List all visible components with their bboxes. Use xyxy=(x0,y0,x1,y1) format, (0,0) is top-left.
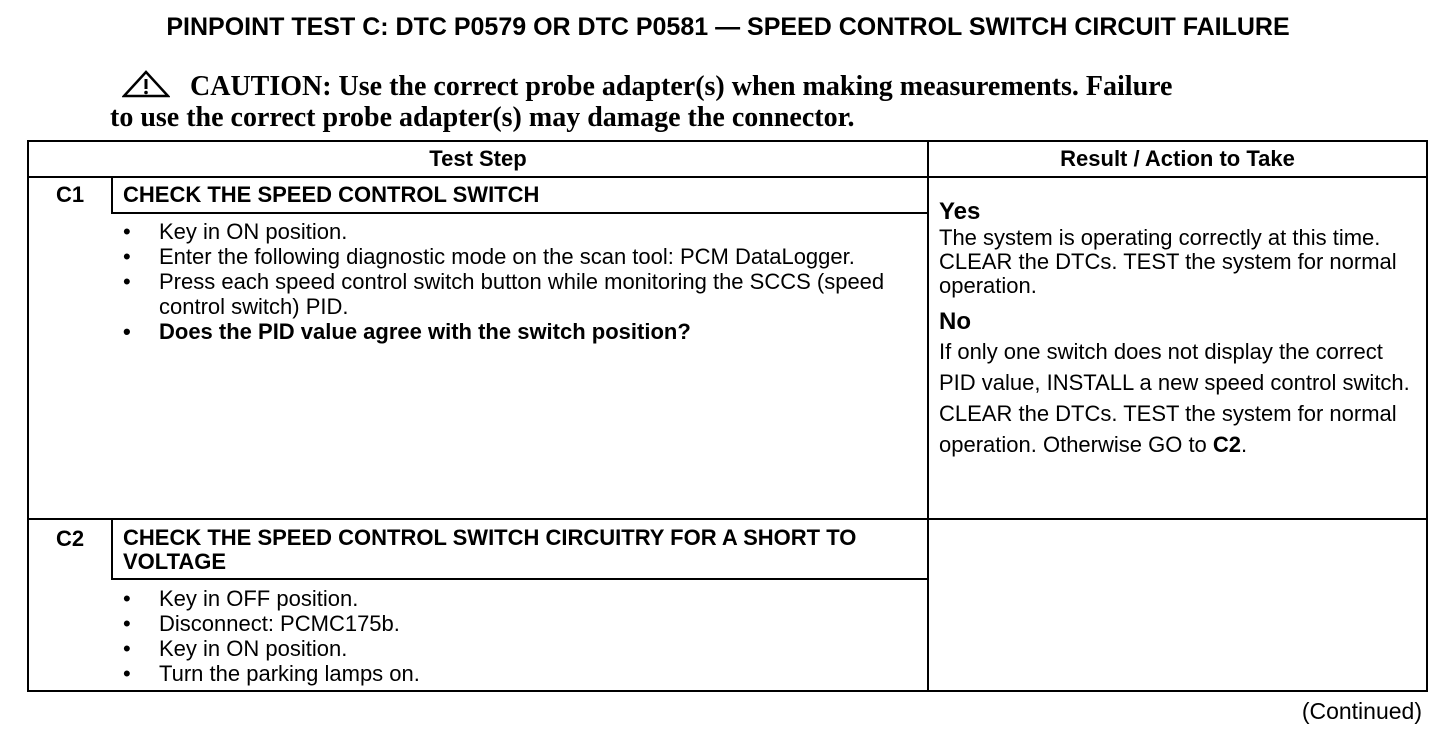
header-test-step: Test Step xyxy=(429,146,527,171)
list-item: • Key in ON position. xyxy=(113,219,927,244)
result-no-body: If only one switch does not display the correct PID value, INSTALL a new speed control switch. CLEAR the DTCs. TEST the system for normal operation. Otherwise GO to xyxy=(939,339,1410,457)
step-c1-instructions xyxy=(113,219,927,344)
step-title-c2: CHECK THE SPEED CONTROL SWITCH CIRCUITRY FOR A SHORT TO VOLTAGE xyxy=(123,525,857,574)
caution-line-1: CAUTION: Use the correct probe adapter(s) when making measurements. Failure xyxy=(190,71,1173,102)
step-id-c1: C1 xyxy=(55,182,85,207)
list-item: • Does the PID value agree with the switch position? xyxy=(113,319,927,344)
goto-step-link[interactable]: C2 xyxy=(1212,432,1242,457)
header-result-action: Result / Action to Take xyxy=(1060,146,1295,171)
step-c2-instructions xyxy=(113,586,927,686)
list-item: • Disconnect: PCMC175b. xyxy=(113,611,927,636)
list-item: • Turn the parking lamps on. xyxy=(113,661,927,686)
list-item: • Key in OFF position. xyxy=(113,586,927,611)
warning-triangle-icon xyxy=(122,70,170,98)
list-item: • Press each speed control switch button while monitoring the SCCS (speed control switch) PID. xyxy=(113,269,927,319)
caution-notice xyxy=(110,70,1330,133)
result-yes-text: The system is operating correctly at this time. CLEAR the DTCs. TEST the system for normal operation. xyxy=(939,225,1397,298)
pinpoint-test-table xyxy=(27,140,1428,692)
step-title-c1: CHECK THE SPEED CONTROL SWITCH xyxy=(123,182,540,207)
caution-line-2: to use the correct probe adapter(s) may damage the connector. xyxy=(110,102,855,133)
page-title: PINPOINT TEST C: DTC P0579 OR DTC P0581 — SPEED CONTROL SWITCH CIRCUIT FAILURE xyxy=(166,13,1290,41)
step-c1-result xyxy=(939,198,1419,460)
result-no-text xyxy=(939,336,1419,460)
result-no-end: . xyxy=(1241,432,1248,457)
list-item: • Key in ON position. xyxy=(113,636,927,661)
result-yes-label: Yes xyxy=(939,198,981,225)
continued-label: (Continued) xyxy=(1301,698,1422,724)
result-no-label: No xyxy=(939,308,971,335)
list-item: • Enter the following diagnostic mode on the scan tool: PCM DataLogger. xyxy=(113,244,927,269)
step-id-c2: C2 xyxy=(55,526,85,551)
